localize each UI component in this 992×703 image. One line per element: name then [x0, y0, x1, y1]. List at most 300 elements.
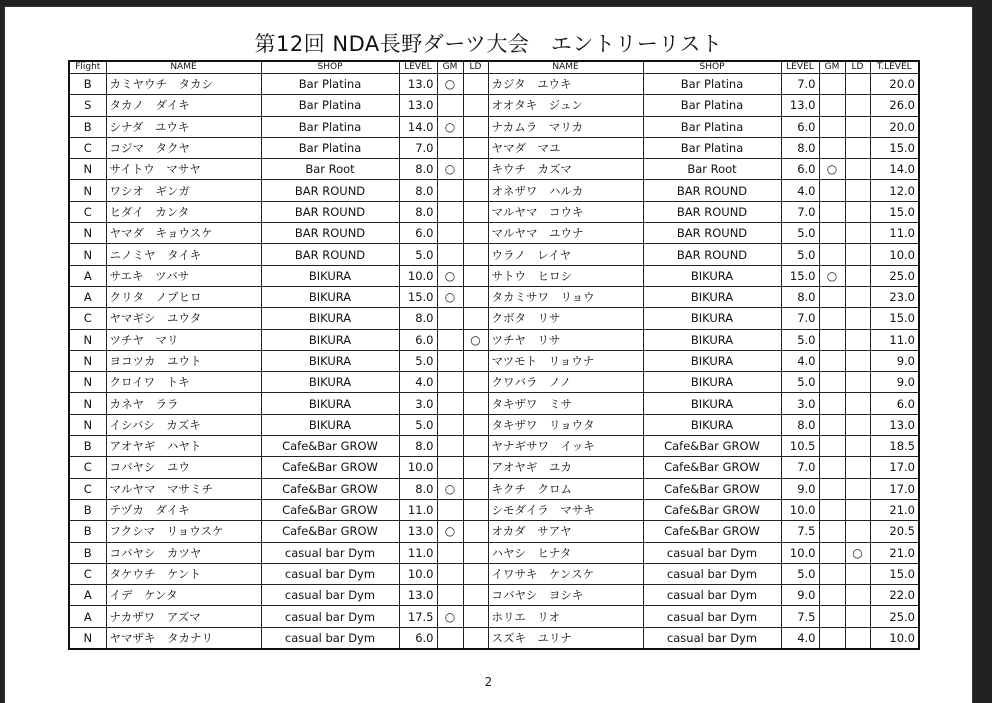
partner-gm-cell — [819, 286, 845, 307]
level-cell: 13.0 — [399, 585, 437, 606]
gm-cell: ○ — [437, 606, 463, 627]
partner-gm-cell — [819, 137, 845, 158]
partner-gm-cell — [819, 201, 845, 222]
shop-cell: Cafe&Bar GROW — [261, 457, 399, 478]
ld-cell — [463, 414, 488, 435]
partner-level-cell: 8.0 — [781, 137, 819, 158]
flight-cell: N — [69, 159, 106, 180]
ld-cell — [463, 542, 488, 563]
partner-ld-cell — [845, 393, 870, 414]
level-cell: 8.0 — [399, 159, 437, 180]
ld-cell: ○ — [463, 329, 488, 350]
ld-cell — [463, 137, 488, 158]
partner-gm-cell — [819, 585, 845, 606]
name-cell: ワシオ ギンガ — [106, 180, 261, 201]
column-header: GM — [819, 61, 845, 74]
partner-level-cell: 3.0 — [781, 393, 819, 414]
column-header: SHOP — [643, 61, 781, 74]
gm-cell — [437, 329, 463, 350]
partner-name-cell: オカダ サアヤ — [488, 521, 643, 542]
partner-name-cell: マツモト リョウナ — [488, 350, 643, 371]
partner-name-cell: クボタ リサ — [488, 308, 643, 329]
total-level-cell: 25.0 — [870, 265, 919, 286]
gm-cell: ○ — [437, 478, 463, 499]
ld-cell — [463, 393, 488, 414]
name-cell: イシバシ カズキ — [106, 414, 261, 435]
partner-ld-cell — [845, 74, 870, 95]
partner-level-cell: 7.0 — [781, 201, 819, 222]
total-level-cell: 22.0 — [870, 585, 919, 606]
gm-cell: ○ — [437, 159, 463, 180]
partner-name-cell: ツチヤ リサ — [488, 329, 643, 350]
table-row — [69, 393, 919, 414]
name-cell: クロイワ トキ — [106, 372, 261, 393]
partner-shop-cell: BIKURA — [643, 286, 781, 307]
partner-ld-cell — [845, 499, 870, 520]
flight-cell: A — [69, 265, 106, 286]
name-cell: コジマ タクヤ — [106, 137, 261, 158]
name-cell: テヅカ ダイキ — [106, 499, 261, 520]
table-row — [69, 95, 919, 116]
partner-ld-cell — [845, 116, 870, 137]
partner-level-cell: 5.0 — [781, 563, 819, 584]
level-cell: 10.0 — [399, 457, 437, 478]
shop-cell: BIKURA — [261, 414, 399, 435]
table-row — [69, 372, 919, 393]
name-cell: ヨコツカ ユウト — [106, 350, 261, 371]
gm-cell — [437, 180, 463, 201]
column-header: NAME — [488, 61, 643, 74]
flight-cell: N — [69, 414, 106, 435]
gm-cell: ○ — [437, 116, 463, 137]
name-cell: コバヤシ カツヤ — [106, 542, 261, 563]
level-cell: 8.0 — [399, 180, 437, 201]
table-header-row — [69, 61, 919, 74]
partner-shop-cell: BIKURA — [643, 308, 781, 329]
partner-gm-cell — [819, 542, 845, 563]
partner-shop-cell: Bar Platina — [643, 137, 781, 158]
partner-level-cell: 5.0 — [781, 329, 819, 350]
total-level-cell: 15.0 — [870, 563, 919, 584]
shop-cell: casual bar Dym — [261, 563, 399, 584]
flight-cell: C — [69, 563, 106, 584]
shop-cell: BAR ROUND — [261, 244, 399, 265]
table-row — [69, 627, 919, 649]
partner-ld-cell — [845, 159, 870, 180]
level-cell: 10.0 — [399, 563, 437, 584]
level-cell: 6.0 — [399, 627, 437, 649]
level-cell: 8.0 — [399, 436, 437, 457]
gm-cell — [437, 436, 463, 457]
partner-gm-cell — [819, 329, 845, 350]
partner-gm-cell — [819, 74, 845, 95]
partner-name-cell: オネザワ ハルカ — [488, 180, 643, 201]
partner-gm-cell — [819, 627, 845, 649]
partner-ld-cell — [845, 606, 870, 627]
partner-ld-cell — [845, 265, 870, 286]
level-cell: 10.0 — [399, 265, 437, 286]
flight-cell: N — [69, 627, 106, 649]
flight-cell: N — [69, 180, 106, 201]
partner-shop-cell: Cafe&Bar GROW — [643, 499, 781, 520]
partner-ld-cell — [845, 457, 870, 478]
table-row — [69, 116, 919, 137]
partner-shop-cell: casual bar Dym — [643, 585, 781, 606]
name-cell: フクシマ リョウスケ — [106, 521, 261, 542]
partner-gm-cell — [819, 478, 845, 499]
partner-ld-cell — [845, 372, 870, 393]
ld-cell — [463, 585, 488, 606]
partner-shop-cell: casual bar Dym — [643, 606, 781, 627]
shop-cell: Bar Platina — [261, 137, 399, 158]
partner-ld-cell — [845, 137, 870, 158]
level-cell: 11.0 — [399, 499, 437, 520]
flight-cell: A — [69, 585, 106, 606]
table-row — [69, 223, 919, 244]
total-level-cell: 10.0 — [870, 627, 919, 649]
partner-gm-cell — [819, 180, 845, 201]
shop-cell: BAR ROUND — [261, 223, 399, 244]
level-cell: 3.0 — [399, 393, 437, 414]
column-header: GM — [437, 61, 463, 74]
partner-name-cell: ホリエ リオ — [488, 606, 643, 627]
partner-ld-cell — [845, 478, 870, 499]
table-row — [69, 244, 919, 265]
ld-cell — [463, 244, 488, 265]
ld-cell — [463, 159, 488, 180]
name-cell: シナダ ユウキ — [106, 116, 261, 137]
partner-name-cell: イワサキ ケンスケ — [488, 563, 643, 584]
name-cell: カミヤウチ タカシ — [106, 74, 261, 95]
ld-cell — [463, 223, 488, 244]
total-level-cell: 15.0 — [870, 137, 919, 158]
page-title: 第12回 NDA長野ダーツ大会 エントリーリスト — [254, 32, 723, 56]
partner-ld-cell — [845, 585, 870, 606]
partner-gm-cell: ○ — [819, 159, 845, 180]
total-level-cell: 10.0 — [870, 244, 919, 265]
partner-name-cell: キクチ クロム — [488, 478, 643, 499]
partner-name-cell: キウチ カズマ — [488, 159, 643, 180]
name-cell: サエキ ツバサ — [106, 265, 261, 286]
partner-ld-cell — [845, 627, 870, 649]
partner-shop-cell: BIKURA — [643, 393, 781, 414]
table-row — [69, 308, 919, 329]
flight-cell: B — [69, 542, 106, 563]
shop-cell: BAR ROUND — [261, 180, 399, 201]
table-row — [69, 159, 919, 180]
partner-level-cell: 13.0 — [781, 95, 819, 116]
shop-cell: Bar Platina — [261, 116, 399, 137]
shop-cell: BIKURA — [261, 350, 399, 371]
ld-cell — [463, 95, 488, 116]
partner-level-cell: 5.0 — [781, 244, 819, 265]
flight-cell: C — [69, 201, 106, 222]
table-row — [69, 478, 919, 499]
partner-ld-cell — [845, 436, 870, 457]
level-cell: 4.0 — [399, 372, 437, 393]
partner-gm-cell — [819, 563, 845, 584]
partner-gm-cell — [819, 95, 845, 116]
partner-shop-cell: Cafe&Bar GROW — [643, 478, 781, 499]
gm-cell — [437, 244, 463, 265]
partner-name-cell: タキザワ リョウタ — [488, 414, 643, 435]
name-cell: ヤマザキ タカナリ — [106, 627, 261, 649]
gm-cell — [437, 393, 463, 414]
total-level-cell: 20.0 — [870, 116, 919, 137]
total-level-cell: 18.5 — [870, 436, 919, 457]
partner-gm-cell: ○ — [819, 265, 845, 286]
column-header: Flight — [69, 61, 106, 74]
table-row — [69, 74, 919, 95]
partner-gm-cell — [819, 436, 845, 457]
gm-cell — [437, 542, 463, 563]
table-row — [69, 563, 919, 584]
partner-gm-cell — [819, 308, 845, 329]
partner-ld-cell — [845, 350, 870, 371]
partner-level-cell: 7.0 — [781, 74, 819, 95]
gm-cell — [437, 223, 463, 244]
table-row — [69, 180, 919, 201]
ld-cell — [463, 436, 488, 457]
total-level-cell: 9.0 — [870, 350, 919, 371]
flight-cell: C — [69, 137, 106, 158]
shop-cell: casual bar Dym — [261, 542, 399, 563]
partner-gm-cell — [819, 116, 845, 137]
partner-ld-cell — [845, 308, 870, 329]
table-row — [69, 286, 919, 307]
partner-level-cell: 7.0 — [781, 308, 819, 329]
table-row — [69, 521, 919, 542]
partner-name-cell: シモダイラ マサキ — [488, 499, 643, 520]
partner-gm-cell — [819, 350, 845, 371]
shop-cell: casual bar Dym — [261, 606, 399, 627]
total-level-cell: 23.0 — [870, 286, 919, 307]
table-row — [69, 499, 919, 520]
partner-name-cell: クワバラ ノノ — [488, 372, 643, 393]
ld-cell — [463, 286, 488, 307]
name-cell: タケウチ ケント — [106, 563, 261, 584]
partner-ld-cell — [845, 563, 870, 584]
level-cell: 15.0 — [399, 286, 437, 307]
flight-cell: B — [69, 521, 106, 542]
ld-cell — [463, 350, 488, 371]
partner-name-cell: ヤマダ マユ — [488, 137, 643, 158]
partner-gm-cell — [819, 244, 845, 265]
partner-shop-cell: casual bar Dym — [643, 627, 781, 649]
total-level-cell: 26.0 — [870, 95, 919, 116]
ld-cell — [463, 265, 488, 286]
ld-cell — [463, 606, 488, 627]
name-cell: クリタ ノブヒロ — [106, 286, 261, 307]
partner-level-cell: 4.0 — [781, 350, 819, 371]
partner-level-cell: 15.0 — [781, 265, 819, 286]
partner-shop-cell: BIKURA — [643, 265, 781, 286]
partner-ld-cell — [845, 180, 870, 201]
partner-level-cell: 8.0 — [781, 414, 819, 435]
column-header: T.LEVEL — [870, 61, 919, 74]
gm-cell: ○ — [437, 74, 463, 95]
total-level-cell: 21.0 — [870, 542, 919, 563]
entry-table — [68, 60, 920, 650]
total-level-cell: 20.0 — [870, 74, 919, 95]
total-level-cell: 12.0 — [870, 180, 919, 201]
ld-cell — [463, 116, 488, 137]
level-cell: 7.0 — [399, 137, 437, 158]
table-row — [69, 436, 919, 457]
total-level-cell: 11.0 — [870, 329, 919, 350]
partner-level-cell: 4.0 — [781, 180, 819, 201]
partner-level-cell: 10.5 — [781, 436, 819, 457]
shop-cell: Cafe&Bar GROW — [261, 521, 399, 542]
partner-level-cell: 6.0 — [781, 116, 819, 137]
partner-shop-cell: BIKURA — [643, 329, 781, 350]
name-cell: ナカザワ アズマ — [106, 606, 261, 627]
flight-cell: A — [69, 606, 106, 627]
table-row — [69, 350, 919, 371]
total-level-cell: 17.0 — [870, 478, 919, 499]
ld-cell — [463, 308, 488, 329]
flight-cell: S — [69, 95, 106, 116]
partner-level-cell: 9.0 — [781, 585, 819, 606]
shop-cell: BIKURA — [261, 393, 399, 414]
total-level-cell: 11.0 — [870, 223, 919, 244]
level-cell: 5.0 — [399, 244, 437, 265]
partner-name-cell: コバヤシ ヨシキ — [488, 585, 643, 606]
partner-ld-cell — [845, 244, 870, 265]
partner-gm-cell — [819, 499, 845, 520]
gm-cell — [437, 457, 463, 478]
total-level-cell: 20.5 — [870, 521, 919, 542]
level-cell: 8.0 — [399, 308, 437, 329]
partner-ld-cell: ○ — [845, 542, 870, 563]
partner-gm-cell — [819, 372, 845, 393]
flight-cell: B — [69, 436, 106, 457]
partner-name-cell: ウラノ レイヤ — [488, 244, 643, 265]
gm-cell — [437, 563, 463, 584]
flight-cell: N — [69, 244, 106, 265]
shop-cell: BIKURA — [261, 308, 399, 329]
partner-shop-cell: Bar Platina — [643, 116, 781, 137]
name-cell: イデ ケンタ — [106, 585, 261, 606]
table-body — [69, 74, 919, 650]
column-header: SHOP — [261, 61, 399, 74]
shop-cell: BIKURA — [261, 329, 399, 350]
name-cell: タカノ ダイキ — [106, 95, 261, 116]
flight-cell: N — [69, 372, 106, 393]
table-row — [69, 265, 919, 286]
name-cell: ヤマギシ ユウタ — [106, 308, 261, 329]
table-row — [69, 137, 919, 158]
partner-ld-cell — [845, 521, 870, 542]
ld-cell — [463, 74, 488, 95]
table-row — [69, 329, 919, 350]
name-cell: ツチヤ マリ — [106, 329, 261, 350]
name-cell: カネヤ ララ — [106, 393, 261, 414]
partner-ld-cell — [845, 329, 870, 350]
name-cell: ニノミヤ タイキ — [106, 244, 261, 265]
ld-cell — [463, 372, 488, 393]
shop-cell: Bar Platina — [261, 74, 399, 95]
shop-cell: Cafe&Bar GROW — [261, 436, 399, 457]
partner-name-cell: ハヤシ ヒナタ — [488, 542, 643, 563]
ld-cell — [463, 457, 488, 478]
shop-cell: BIKURA — [261, 372, 399, 393]
column-header: LD — [463, 61, 488, 74]
partner-gm-cell — [819, 606, 845, 627]
gm-cell — [437, 350, 463, 371]
gm-cell — [437, 137, 463, 158]
page-number: 2 — [484, 675, 493, 689]
partner-ld-cell — [845, 201, 870, 222]
partner-shop-cell: Cafe&Bar GROW — [643, 457, 781, 478]
level-cell: 17.5 — [399, 606, 437, 627]
table-row — [69, 585, 919, 606]
partner-name-cell: カジタ ユウキ — [488, 74, 643, 95]
flight-cell: B — [69, 74, 106, 95]
gm-cell: ○ — [437, 521, 463, 542]
ld-cell — [463, 521, 488, 542]
flight-cell: B — [69, 499, 106, 520]
flight-cell: C — [69, 478, 106, 499]
partner-ld-cell — [845, 286, 870, 307]
partner-shop-cell: casual bar Dym — [643, 542, 781, 563]
total-level-cell: 9.0 — [870, 372, 919, 393]
shop-cell: Cafe&Bar GROW — [261, 499, 399, 520]
shop-cell: Bar Root — [261, 159, 399, 180]
flight-cell: C — [69, 457, 106, 478]
shop-cell: casual bar Dym — [261, 627, 399, 649]
name-cell: コバヤシ ユウ — [106, 457, 261, 478]
total-level-cell: 15.0 — [870, 308, 919, 329]
level-cell: 5.0 — [399, 350, 437, 371]
partner-gm-cell — [819, 393, 845, 414]
partner-name-cell: ナカムラ マリカ — [488, 116, 643, 137]
gm-cell — [437, 627, 463, 649]
shop-cell: BAR ROUND — [261, 201, 399, 222]
partner-name-cell: ヤナギサワ イッキ — [488, 436, 643, 457]
partner-gm-cell — [819, 457, 845, 478]
partner-ld-cell — [845, 414, 870, 435]
gm-cell — [437, 585, 463, 606]
partner-shop-cell: casual bar Dym — [643, 563, 781, 584]
table-row — [69, 606, 919, 627]
partner-shop-cell: Cafe&Bar GROW — [643, 436, 781, 457]
partner-name-cell: タカミサワ リョウ — [488, 286, 643, 307]
partner-level-cell: 8.0 — [781, 286, 819, 307]
partner-shop-cell: BIKURA — [643, 372, 781, 393]
name-cell: アオヤギ ハヤト — [106, 436, 261, 457]
partner-level-cell: 10.0 — [781, 499, 819, 520]
flight-cell: C — [69, 308, 106, 329]
gm-cell: ○ — [437, 286, 463, 307]
level-cell: 5.0 — [399, 414, 437, 435]
gm-cell — [437, 499, 463, 520]
level-cell: 13.0 — [399, 521, 437, 542]
level-cell: 13.0 — [399, 95, 437, 116]
level-cell: 6.0 — [399, 329, 437, 350]
partner-level-cell: 7.5 — [781, 606, 819, 627]
total-level-cell: 17.0 — [870, 457, 919, 478]
partner-shop-cell: Bar Platina — [643, 74, 781, 95]
flight-cell: N — [69, 329, 106, 350]
document-page — [5, 7, 972, 703]
partner-ld-cell — [845, 223, 870, 244]
shop-cell: BIKURA — [261, 265, 399, 286]
partner-shop-cell: BAR ROUND — [643, 244, 781, 265]
partner-shop-cell: BIKURA — [643, 350, 781, 371]
table-row — [69, 414, 919, 435]
partner-name-cell: タキザワ ミサ — [488, 393, 643, 414]
